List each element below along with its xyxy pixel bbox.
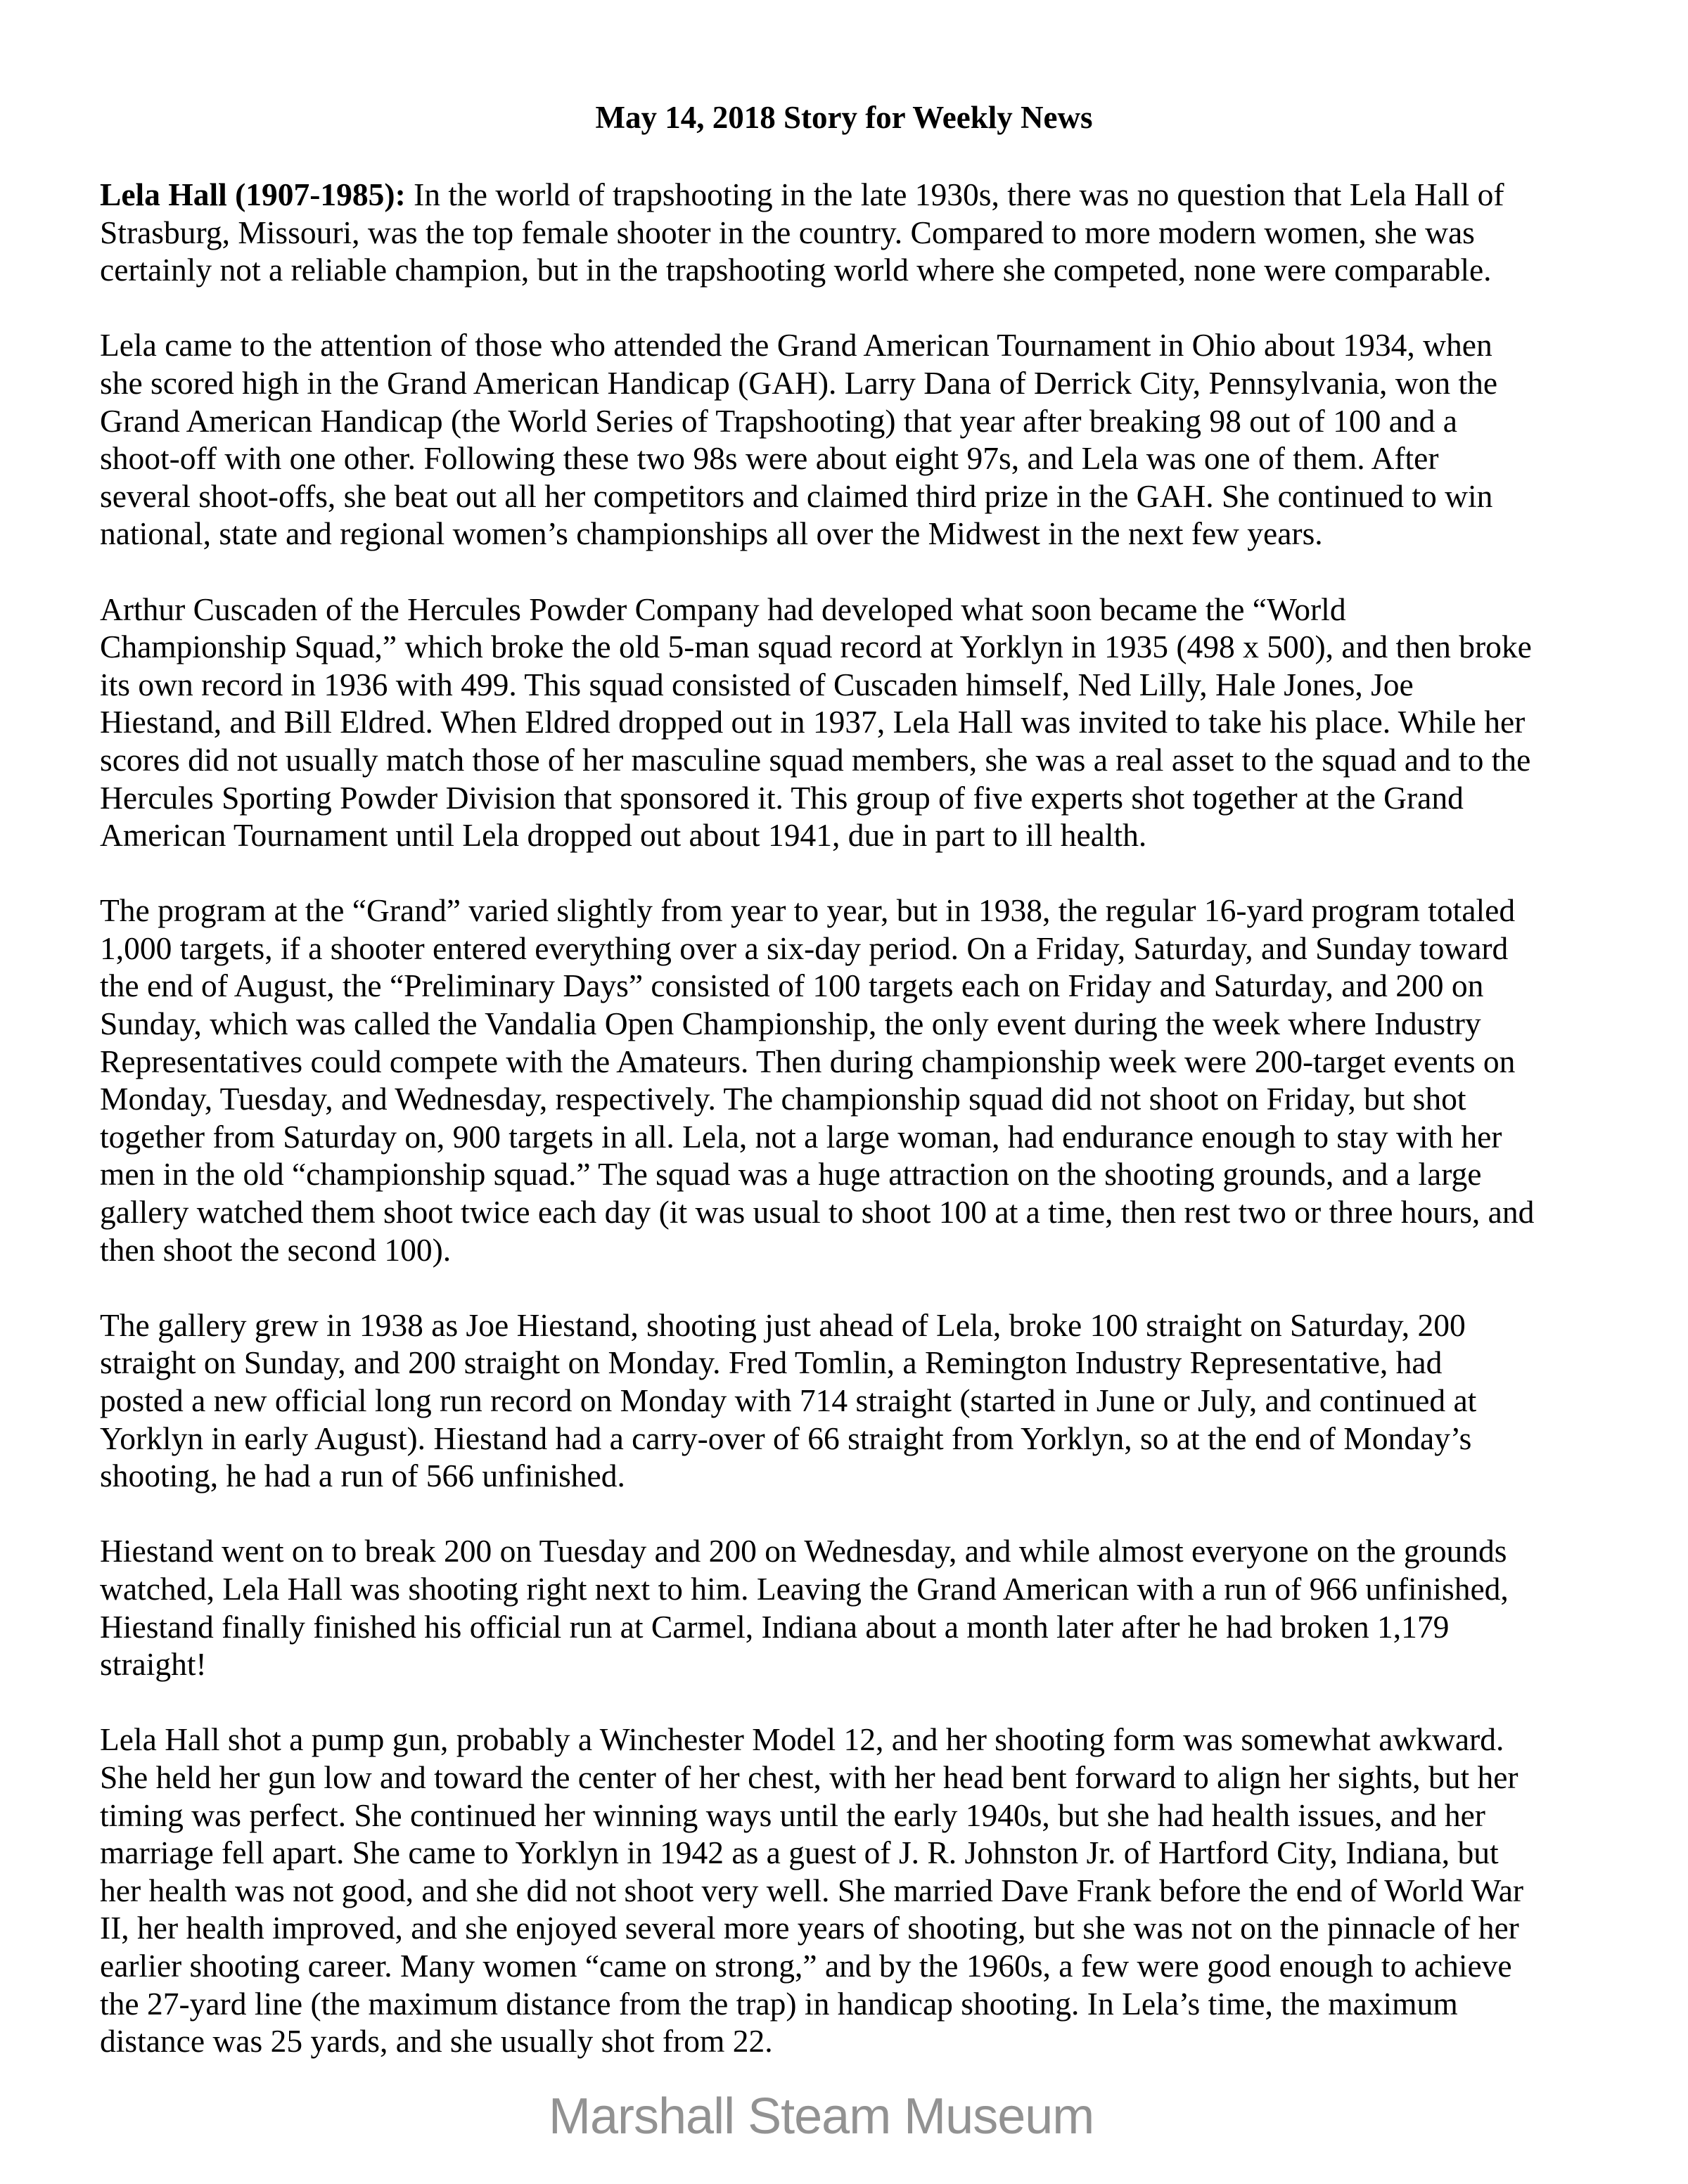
paragraph-gap: [100, 289, 1647, 327]
paragraph: [100, 1306, 1647, 1495]
text-line: gallery watched them shoot twice each day (it was usual to shoot 100 at a time, then rest two or three hours, and: [100, 1194, 1535, 1231]
text-line: watched, Lela Hall was shooting right next to him. Leaving the Grand American with a run of 966 unfinished,: [100, 1570, 1509, 1607]
text-line: Lela came to the attention of those who attended the Grand American Tournament in Ohio about 1934, when: [100, 327, 1492, 364]
text-line: Sunday, which was called the Vandalia Open Championship, the only event during the week where Industry: [100, 1006, 1481, 1042]
text-line: 1,000 targets, if a shooter entered everything over a six-day period. On a Friday, Saturday, and Sunday toward: [100, 930, 1509, 966]
text-line: several shoot-offs, she beat out all her competitors and claimed third prize in the GAH. She continued to win: [100, 477, 1493, 514]
paragraph: [100, 326, 1647, 553]
paragraph: [100, 1532, 1647, 1683]
line-text: In the world of trapshooting in the late 1930s, there was no question that Lela Hall of: [405, 176, 1504, 212]
text-line: the end of August, the “Preliminary Days” consisted of 100 targets each on Friday and Saturday, and 200 on: [100, 968, 1484, 1004]
text-line: straight on Sunday, and 200 straight on Monday. Fred Tomlin, a Remington Industry Representative, had: [100, 1344, 1443, 1381]
text-line: her health was not good, and she did not shoot very well. She married Dave Frank before the end of World War: [100, 1872, 1524, 1908]
text-line: The gallery grew in 1938 as Joe Hiestand, shooting just ahead of Lela, broke 100 straight on Saturday, 200: [100, 1306, 1466, 1343]
paragraph-gap: [100, 1683, 1647, 1721]
text-line: Hiestand finally finished his official run at Carmel, Indiana about a month later after he had broken 1,179: [100, 1608, 1450, 1645]
text-line: shooting, he had a run of 566 unfinished.: [100, 1458, 625, 1494]
text-line: marriage fell apart. She came to Yorklyn in 1942 as a guest of J. R. Johnston Jr. of Hartford City, Indiana, but: [100, 1835, 1499, 1871]
text-line: Arthur Cuscaden of the Hercules Powder Company had developed what soon became the “World: [100, 591, 1346, 627]
text-line: Yorklyn in early August). Hiestand had a carry-over of 66 straight from Yorklyn, so at the end of Monday’s: [100, 1420, 1472, 1456]
text-line: the 27-yard line (the maximum distance from the trap) in handicap shooting. In Lela’s time, the maximum: [100, 1985, 1458, 2022]
text-line: Lela Hall shot a pump gun, probably a Winchester Model 12, and her shooting form was somewhat awkward.: [100, 1721, 1504, 1758]
text-line: Representatives could compete with the Amateurs. Then during championship week were 200-target events on: [100, 1043, 1516, 1079]
text-line: Hiestand went on to break 200 on Tuesday and 200 on Wednesday, and while almost everyone on the grounds: [100, 1533, 1507, 1569]
paragraph-gap: [100, 553, 1647, 591]
text-line: Hercules Sporting Powder Division that sponsored it. This group of five experts shot together at the Grand: [100, 779, 1464, 816]
text-line: certainly not a reliable champion, but in the trapshooting world where she competed, none were comparable.: [100, 252, 1492, 288]
text-line: Strasburg, Missouri, was the top female shooter in the country. Compared to more modern women, she was: [100, 214, 1475, 250]
text-line: scores did not usually match those of her masculine squad members, she was a real asset to the squad and to the: [100, 741, 1531, 778]
document-title: May 14, 2018 Story for Weekly News: [595, 100, 1093, 135]
text-line: II, her health improved, and she enjoyed several more years of shooting, but she was not on the pinnacle of her: [100, 1910, 1519, 1946]
watermark: Marshall Steam Museum: [549, 2088, 1094, 2145]
text-line: timing was perfect. She continued her winning ways until the early 1940s, but she had health issues, and her: [100, 1797, 1485, 1833]
paragraph-gap: [100, 1268, 1647, 1306]
paragraph: [100, 1721, 1647, 2060]
paragraph-gap: [100, 1495, 1647, 1533]
paragraph: [100, 892, 1647, 1268]
text-line: straight!: [100, 1646, 207, 1683]
lead-heading: Lela Hall (1907-1985):: [100, 176, 406, 212]
text-line: Grand American Handicap (the World Series of Trapshooting) that year after breaking 98 out of 100 and a: [100, 402, 1457, 439]
text-line: The program at the “Grand” varied slightly from year to year, but in 1938, the regular 16-yard program totaled: [100, 892, 1516, 929]
text-line: She held her gun low and toward the center of her chest, with her head bent forward to align her sights, but her: [100, 1759, 1518, 1795]
text-line: [100, 176, 1647, 214]
text-line: men in the old “championship squad.” The squad was a huge attraction on the shooting grounds, and a large: [100, 1156, 1482, 1193]
text-line: distance was 25 yards, and she usually shot from 22.: [100, 2023, 773, 2060]
text-line: she scored high in the Grand American Handicap (GAH). Larry Dana of Derrick City, Pennsylvania, won the: [100, 364, 1498, 401]
text-line: together from Saturday on, 900 targets in all. Lela, not a large woman, had endurance enough to stay with her: [100, 1118, 1502, 1155]
text-line: earlier shooting career. Many women “came on strong,” and by the 1960s, a few were good enough to achieve: [100, 1947, 1512, 1984]
text-line: Hiestand, and Bill Eldred. When Eldred dropped out in 1937, Lela Hall was invited to take his place. While her: [100, 704, 1526, 740]
text-line: Monday, Tuesday, and Wednesday, respectively. The championship squad did not shoot on Friday, but shot: [100, 1081, 1466, 1117]
text-line: its own record in 1936 with 499. This squad consisted of Cuscaden himself, Ned Lilly, Hale Jones, Joe: [100, 666, 1414, 702]
paragraph: [100, 591, 1647, 854]
paragraph: [100, 176, 1647, 289]
text-line: national, state and regional women’s championships all over the Midwest in the next few years.: [100, 515, 1323, 552]
text-line: shoot-off with one other. Following these two 98s were about eight 97s, and Lela was one of them. After: [100, 440, 1439, 477]
paragraph-gap: [100, 854, 1647, 892]
text-line: American Tournament until Lela dropped out about 1941, due in part to ill health.: [100, 817, 1147, 854]
text-line: Championship Squad,” which broke the old 5-man squad record at Yorklyn in 1935 (498 x 500), and then broke: [100, 629, 1532, 665]
text-line: then shoot the second 100).: [100, 1231, 452, 1268]
article-body: [100, 176, 1647, 2060]
text-line: posted a new official long run record on Monday with 714 straight (started in June or July, and continued at: [100, 1382, 1477, 1418]
